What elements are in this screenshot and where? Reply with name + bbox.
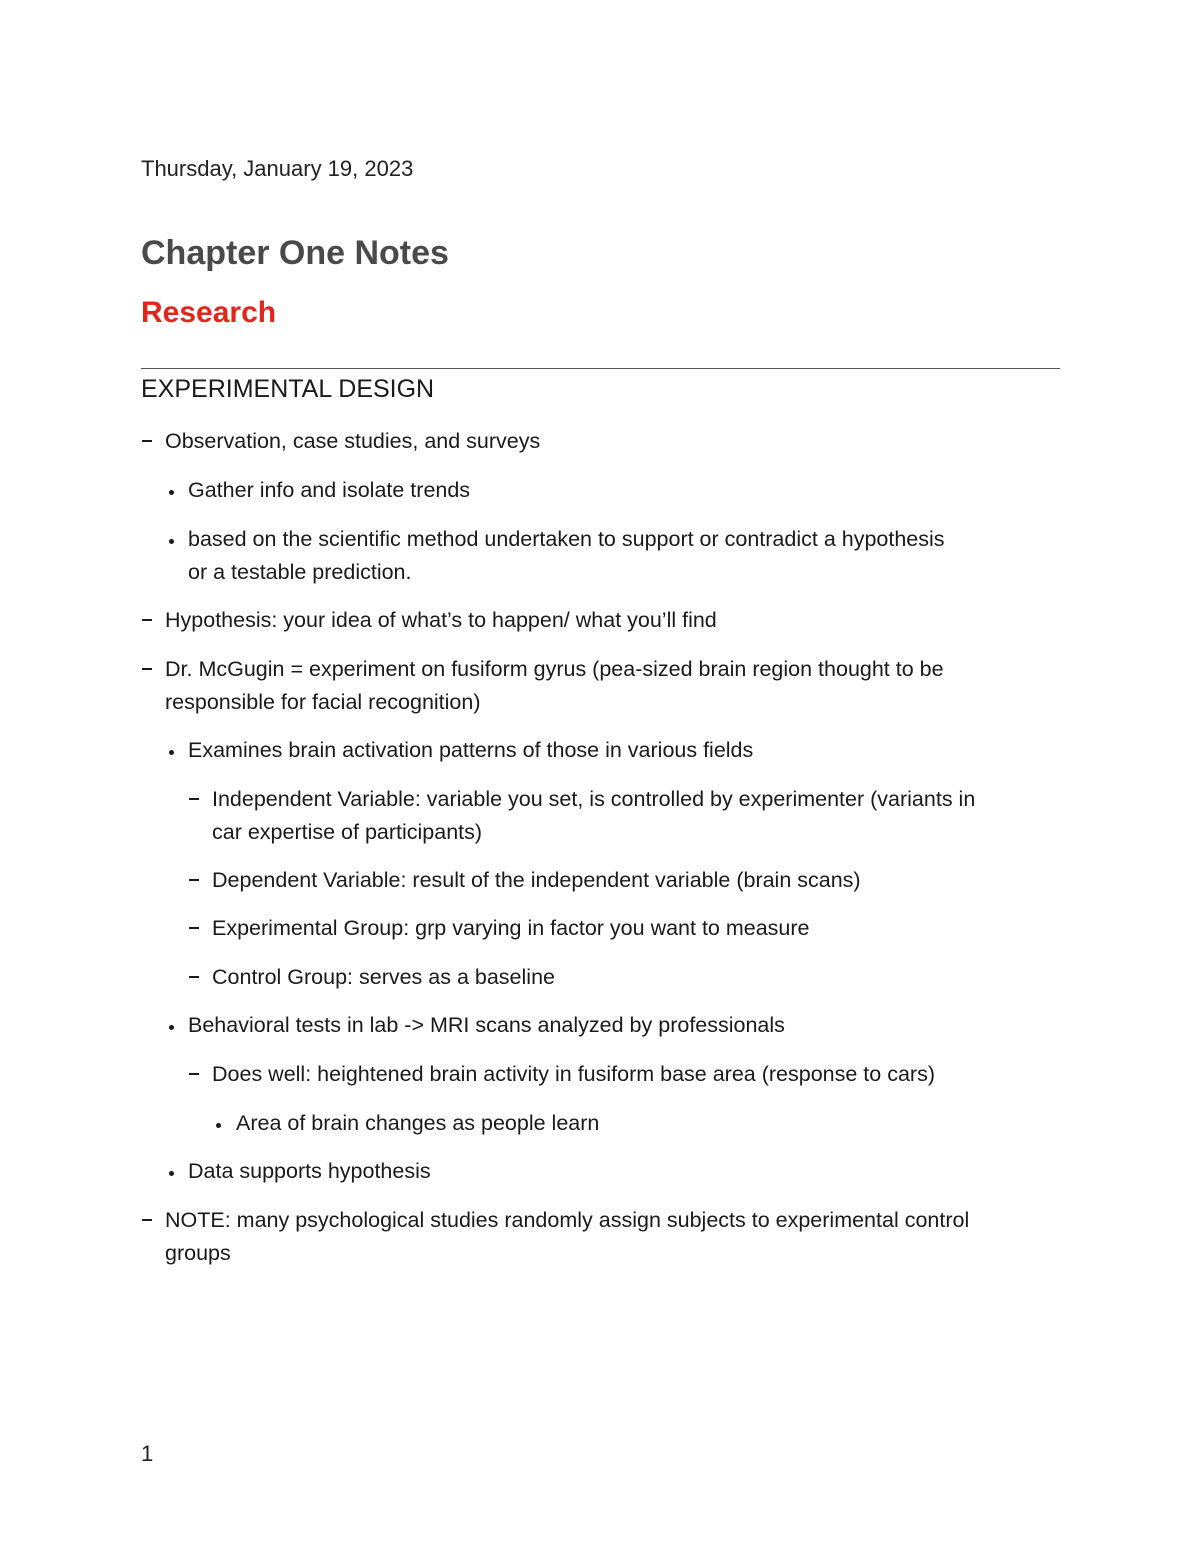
note-text: Observation, case studies, and surveys	[165, 429, 541, 453]
bullet-marker	[169, 750, 174, 755]
dash-marker	[142, 619, 152, 621]
note-text: Hypothesis: your idea of what’s to happen/ what you’ll find	[165, 608, 717, 632]
note-text: or a testable prediction.	[188, 560, 412, 584]
bullet-marker	[216, 1123, 221, 1128]
note-text: Area of brain changes as people learn	[236, 1111, 600, 1135]
dash-marker	[142, 668, 152, 670]
note-date: Thursday, January 19, 2023	[141, 156, 414, 181]
dash-marker	[189, 798, 199, 800]
page-title: Chapter One Notes	[141, 234, 449, 272]
note-text: NOTE: many psychological studies randomly assign subjects to experimental control	[165, 1208, 970, 1232]
dash-marker	[142, 1219, 152, 1221]
note-text: Independent Variable: variable you set, is controlled by experimenter (variants in	[212, 787, 976, 811]
note-text: Examines brain activation patterns of those in various fields	[188, 738, 754, 762]
dash-marker	[189, 927, 199, 929]
bullet-marker	[169, 490, 174, 495]
section-heading: EXPERIMENTAL DESIGN	[141, 375, 435, 403]
note-text: Experimental Group: grp varying in factor you want to measure	[212, 916, 810, 940]
page-number: 1	[141, 1441, 154, 1466]
note-text: groups	[165, 1241, 231, 1265]
note-text: car expertise of participants)	[212, 820, 483, 844]
dash-marker	[189, 976, 199, 978]
page-subtitle: Research	[141, 296, 277, 329]
note-text: Behavioral tests in lab -> MRI scans analyzed by professionals	[188, 1013, 785, 1037]
note-text: Data supports hypothesis	[188, 1159, 431, 1183]
note-text: Does well: heightened brain activity in fusiform base area (response to cars)	[212, 1062, 935, 1086]
note-text: responsible for facial recognition)	[165, 690, 481, 714]
section-divider	[141, 368, 1060, 369]
note-text: Dr. McGugin = experiment on fusiform gyrus (pea-sized brain region thought to be	[165, 657, 944, 681]
bullet-marker	[169, 1025, 174, 1030]
dash-marker	[189, 879, 199, 881]
note-text: Gather info and isolate trends	[188, 478, 471, 502]
note-text: based on the scientific method undertaken to support or contradict a hypothesis	[188, 527, 945, 551]
dash-marker	[189, 1073, 199, 1075]
note-text: Control Group: serves as a baseline	[212, 965, 555, 989]
note-text: Dependent Variable: result of the independent variable (brain scans)	[212, 868, 861, 892]
dash-marker	[142, 440, 152, 442]
bullet-marker	[169, 539, 174, 544]
bullet-marker	[169, 1171, 174, 1176]
